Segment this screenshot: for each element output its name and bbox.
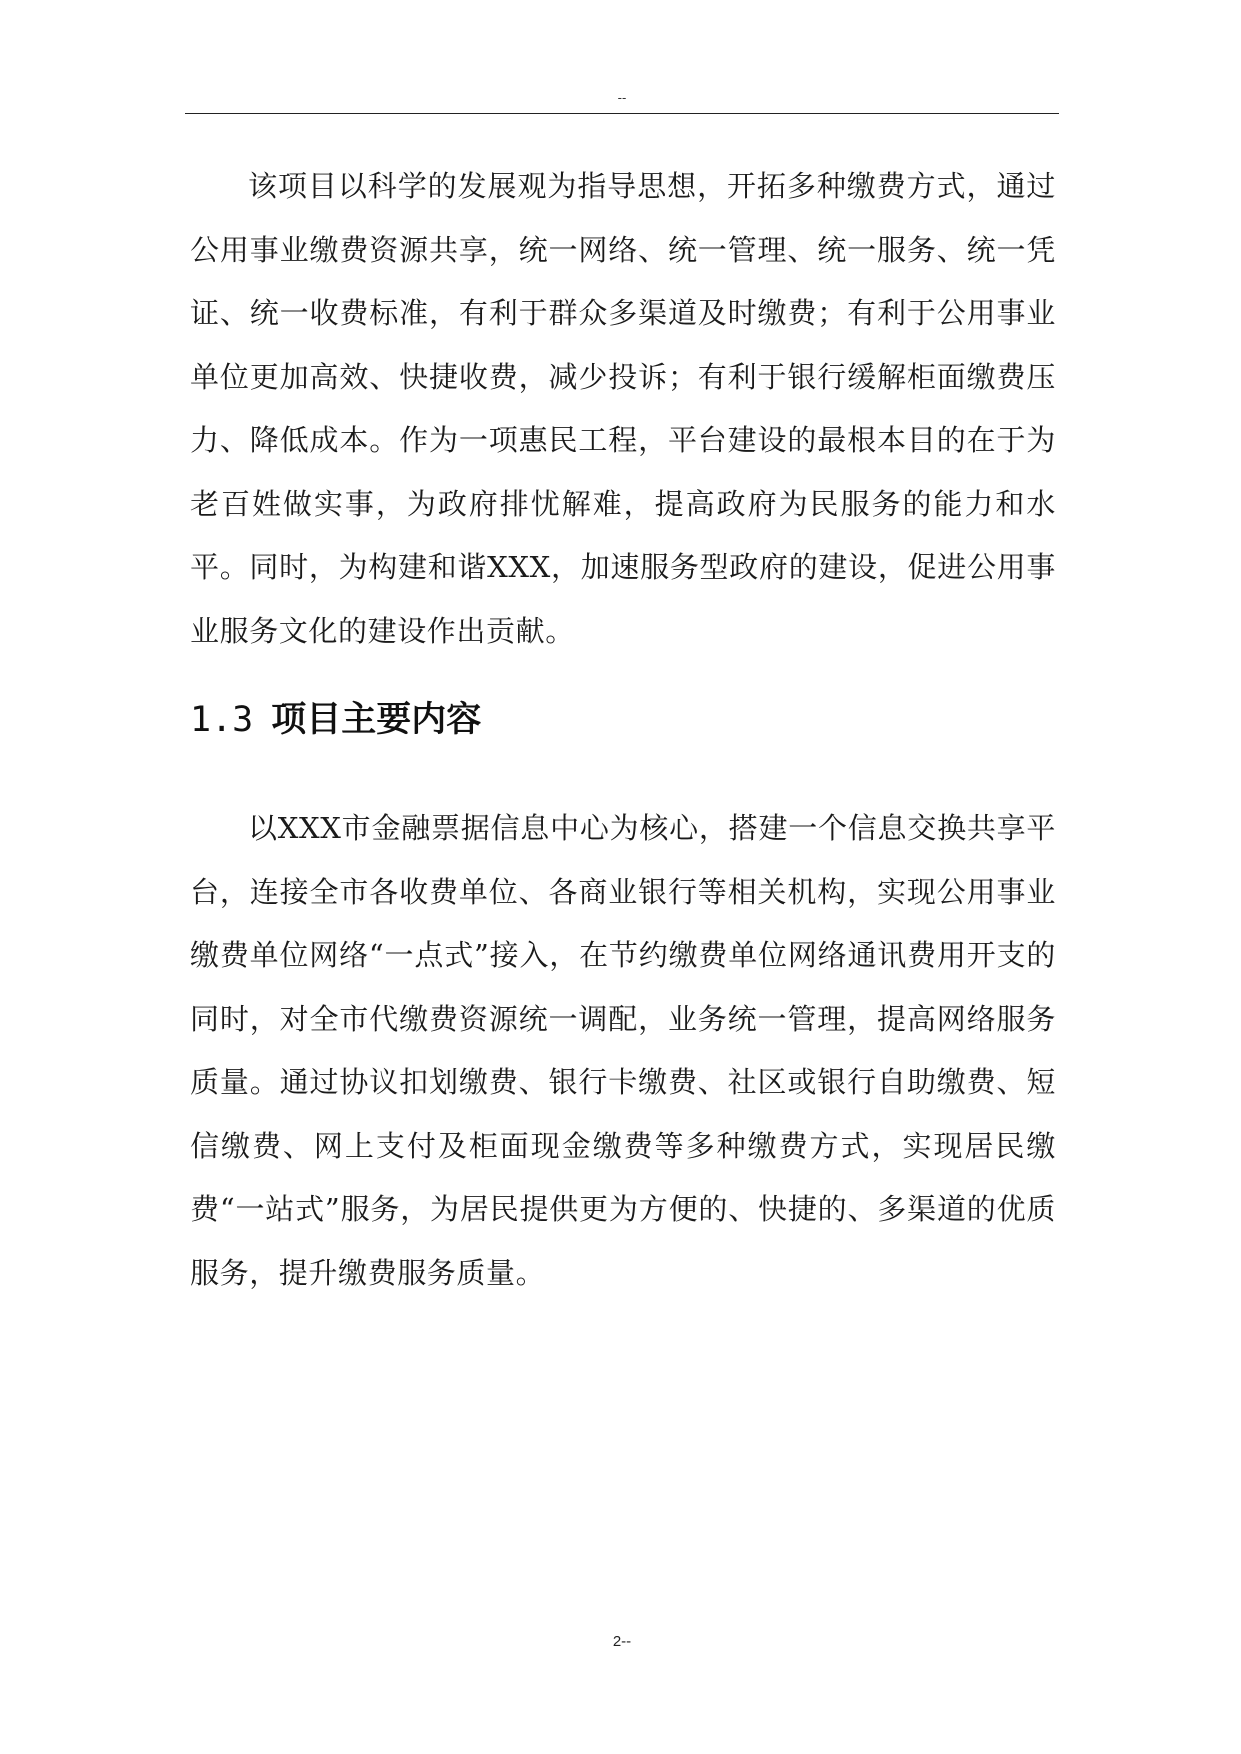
section-heading [190,697,481,743]
body-paragraph: 该项目以科学的发展观为指导思想，开拓多种缴费方式，通过公用事业缴费资源共享，统一网络、统一管理、统一服务、统一凭证、统一收费标准，有利于群众多渠道及时缴费；有利于公用事业单位更加高效、快捷收费，减少投诉；有利于银行缓解柜面缴费压力、降低成本。作为一项惠民工程，平台建设的最根本目的在于为老百姓做实事，为政府排忧解难，提高政府为民服务的能力和水平。同时，为构建和谐XXX，加速服务型政府的建设，促进公用事业服务文化的建设作出贡献。 [190,169,1056,648]
page-header-mark: -- [617,90,627,105]
section-number: 1.3 [190,700,254,740]
body-paragraph: 以XXX市金融票据信息中心为核心，搭建一个信息交换共享平台，连接全市各收费单位、各商业银行等相关机构，实现公用事业缴费单位网络“一点式”接入，在节约缴费单位网络通讯费用开支的同时，对全市代缴费资源统一调配，业务统一管理，提高网络服务质量。通过协议扣划缴费、银行卡缴费、社区或银行自助缴费、短信缴费、网上支付及柜面现金缴费等多种缴费方式，实现居民缴费“一站式”服务，为居民提供更为方便的、快捷的、多渠道的优质服务，提升缴费服务质量。 [190,811,1056,1290]
page-number: 2-- [612,1633,632,1650]
header-divider [185,113,1059,114]
section-title: 项目主要内容 [271,700,482,740]
